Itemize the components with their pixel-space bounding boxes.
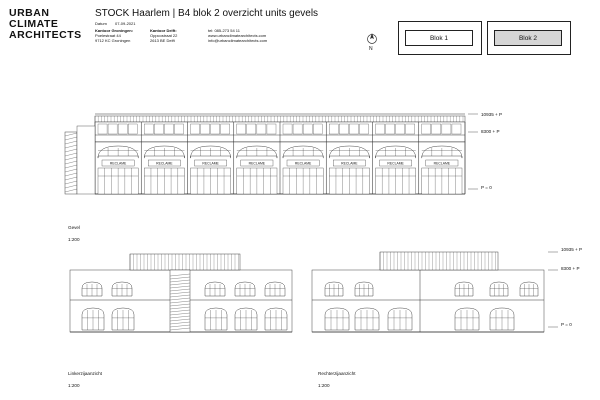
reclame-sign-text: RECLAME <box>109 161 127 166</box>
upper-window <box>128 124 137 134</box>
keyplan-blok-1-label: Blok 1 <box>405 30 473 46</box>
contact-phone: tel: 085-273 54 11 <box>208 28 240 33</box>
upper-window <box>221 124 230 134</box>
logo-line-3: ARCHITECTS <box>9 29 82 41</box>
contact-mail: info@urbanclimatearchitects.com <box>208 38 268 43</box>
view-links-name: Linkerzijaanzicht <box>68 371 102 376</box>
upper-window <box>267 124 276 134</box>
level-ground-side: P = 0 <box>561 322 572 327</box>
right-side-elevation <box>312 252 558 332</box>
reclame-sign-text: RECLAME <box>294 161 312 166</box>
reclame-sign-text: RECLAME <box>387 161 404 166</box>
upper-window <box>237 124 246 134</box>
upper-window <box>329 124 338 134</box>
logo-line-2: CLIMATE <box>9 18 59 30</box>
reclame-sign-text: RECLAME <box>341 161 358 166</box>
level-top-front: 10935 + P <box>481 112 503 117</box>
upper-window <box>349 124 358 134</box>
level-top-side: 10935 + P <box>561 247 583 252</box>
view-gevel-name: Gevel <box>68 225 81 230</box>
view-links-scale: 1:200 <box>68 383 80 388</box>
upper-window <box>376 124 385 134</box>
upper-window <box>144 124 153 134</box>
upper-window <box>247 124 256 134</box>
reclame-sign-text: RECLAME <box>248 161 266 166</box>
upper-window <box>339 124 348 134</box>
upper-window <box>108 124 117 134</box>
keyplan-blok-2-label: Blok 2 <box>494 30 562 46</box>
view-rechts-scale: 1:200 <box>318 383 330 388</box>
sheet-title: STOCK Haarlem | B4 blok 2 overzicht units gevels <box>95 8 319 19</box>
upper-window <box>293 124 302 134</box>
office-delft-city: 2613 BE Delft <box>150 38 175 43</box>
upper-window <box>154 124 163 134</box>
view-gevel-scale: 1:200 <box>68 237 80 242</box>
office-groningen-street: Poelestraat 44 <box>95 33 121 38</box>
level-floor-side: 8300 + P <box>561 266 580 271</box>
front-elevation <box>65 114 478 194</box>
office-delft-street: Oppcostraat 22 <box>150 33 178 38</box>
reclame-sign-text: RECLAME <box>156 161 173 166</box>
date-value: 07-09-2021 <box>115 21 136 26</box>
right-roof-structure <box>380 252 498 270</box>
upper-window <box>442 124 451 134</box>
left-roof-structure <box>130 254 240 270</box>
logo-line-1: URBAN <box>9 7 50 19</box>
upper-window <box>118 124 127 134</box>
contact-web: www.urbanclimatearchitects.com <box>208 33 267 38</box>
level-ground-front: P = 0 <box>481 185 492 190</box>
reclame-sign-text: RECLAME <box>202 161 219 166</box>
upper-window <box>98 124 107 134</box>
upper-window <box>313 124 322 134</box>
level-floor-front: 8300 + P <box>481 129 500 134</box>
upper-window <box>422 124 431 134</box>
upper-window <box>211 124 220 134</box>
stair-core <box>77 126 95 194</box>
upper-window <box>452 124 461 134</box>
upper-window <box>174 124 183 134</box>
date-label: Datum <box>95 21 107 26</box>
upper-window <box>283 124 292 134</box>
upper-window <box>359 124 368 134</box>
upper-window <box>406 124 415 134</box>
upper-window <box>191 124 200 134</box>
upper-window <box>396 124 405 134</box>
office-groningen-heading: Kantoor Groningen: <box>95 28 133 33</box>
left-side-elevation <box>70 254 292 332</box>
upper-window <box>201 124 210 134</box>
north-label: N <box>369 46 373 52</box>
view-rechts-name: Rechterzijaanzicht <box>318 371 356 376</box>
upper-window <box>432 124 441 134</box>
upper-window <box>257 124 266 134</box>
reclame-sign-text: RECLAME <box>433 161 451 166</box>
left-stair <box>170 270 190 332</box>
upper-window <box>386 124 395 134</box>
office-groningen-city: 9712 KC Groningen <box>95 38 131 43</box>
upper-window <box>303 124 312 134</box>
office-delft-heading: Kantoor Delft: <box>150 28 177 33</box>
roof-parapet <box>95 116 465 122</box>
upper-window <box>164 124 173 134</box>
